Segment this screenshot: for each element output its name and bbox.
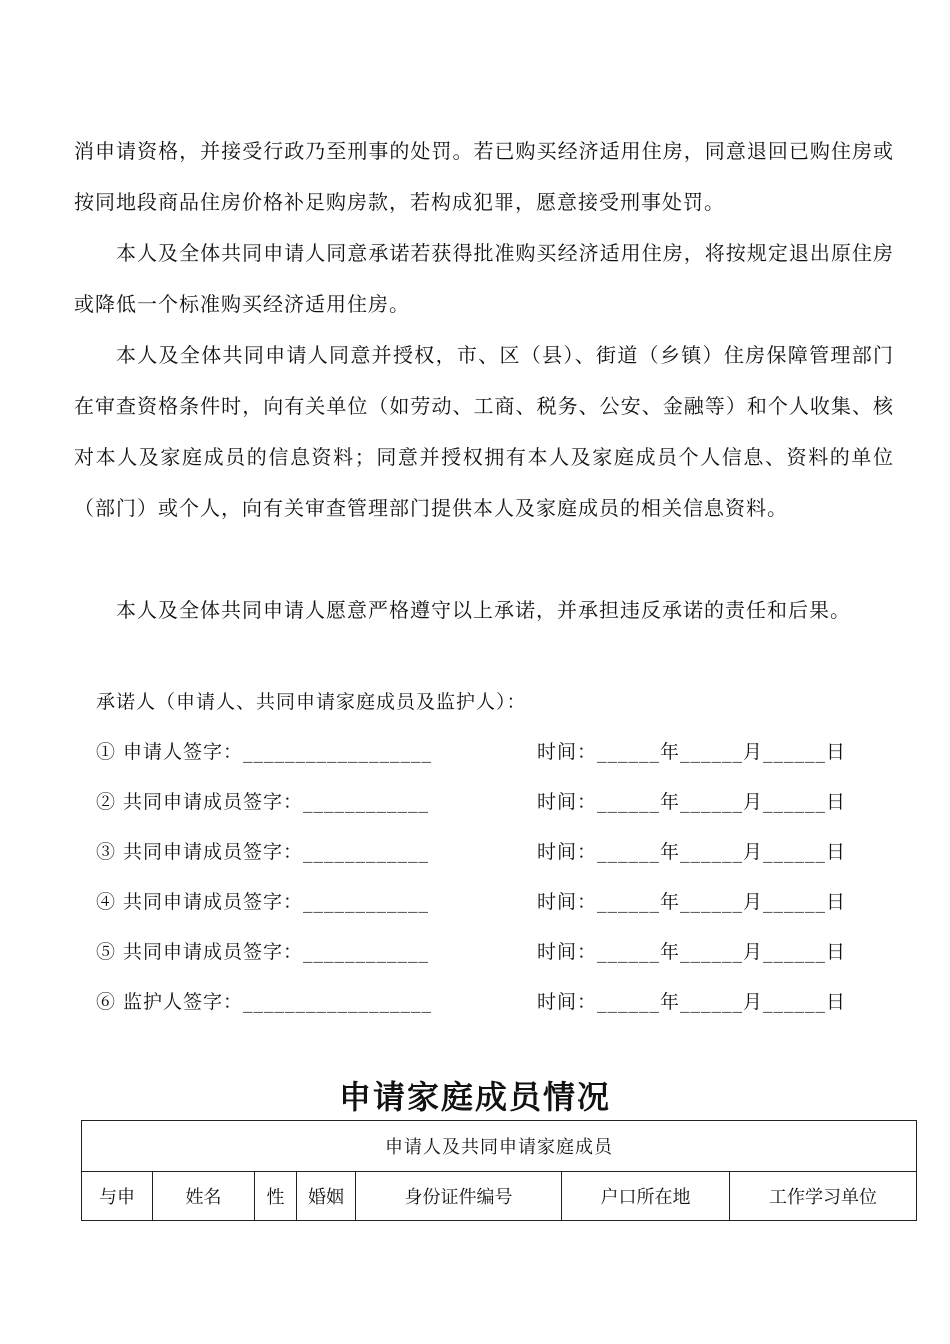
header-household-registration: 户口所在地	[562, 1172, 730, 1221]
section-title: 申请家庭成员情况	[338, 1078, 611, 1116]
signature-blank[interactable]: __________________	[243, 741, 433, 763]
signature-label: ④ 共同申请成员签字：	[96, 891, 304, 913]
header-work-unit: 工作学习单位	[730, 1172, 917, 1221]
date-line[interactable]: 时间：______年______月______日	[537, 741, 847, 763]
header-relation: 与申	[82, 1172, 153, 1221]
signature-label: ⑤ 共同申请成员签字：	[96, 941, 304, 963]
date-line[interactable]: 时间：______年______月______日	[537, 791, 847, 813]
paragraph-continued: 消申请资格，并接受行政乃至刑事的处罚。若已购买经济适用住房，同意退回已购住房或按同地段商品住房价格补足购房款，若构成犯罪，愿意接受刑事处罚。	[74, 139, 894, 214]
header-id-number: 身份证件编号	[356, 1172, 562, 1221]
signature-blank[interactable]: ____________	[303, 791, 430, 813]
header-marital: 婚姻	[297, 1172, 356, 1221]
signature-blank[interactable]: __________________	[243, 991, 433, 1013]
paragraph-compliance: 本人及全体共同申请人愿意严格遵守以上承诺，并承担违反承诺的责任和后果。	[116, 598, 851, 622]
signature-label: ⑥ 监护人签字：	[96, 991, 244, 1013]
signature-blank[interactable]: ____________	[303, 941, 430, 963]
date-line[interactable]: 时间：______年______月______日	[537, 941, 847, 963]
paragraph-pledge-exit: 本人及全体共同申请人同意承诺若获得批准购买经济适用住房，将按规定退出原住房或降低一个标准购买经济适用住房。	[74, 241, 894, 316]
family-members-table	[81, 1120, 917, 1221]
header-name: 姓名	[153, 1172, 255, 1221]
date-line[interactable]: 时间：______年______月______日	[537, 891, 847, 913]
table-header-row	[82, 1172, 917, 1221]
signature-label: ① 申请人签字：	[96, 741, 244, 763]
header-gender: 性	[255, 1172, 297, 1221]
date-line[interactable]: 时间：______年______月______日	[537, 991, 847, 1013]
signature-blank[interactable]: ____________	[303, 841, 430, 863]
date-line[interactable]: 时间：______年______月______日	[537, 841, 847, 863]
signature-blank[interactable]: ____________	[303, 891, 430, 913]
signature-label: ③ 共同申请成员签字：	[96, 841, 304, 863]
pledger-label: 承诺人（申请人、共同申请家庭成员及监护人）：	[96, 691, 527, 713]
table-caption: 申请人及共同申请家庭成员	[82, 1121, 917, 1172]
paragraph-authorization: 本人及全体共同申请人同意并授权，市、区（县）、街道（乡镇）住房保障管理部门在审查资格条件时，向有关单位（如劳动、工商、税务、公安、金融等）和个人收集、核对本人及家庭成员的信息资料；同意并授权拥有本人及家庭成员个人信息、资料的单位（部门）或个人，向有关审查管理部门提供本人及家庭成员的相关信息资料。	[74, 343, 894, 520]
signature-label: ② 共同申请成员签字：	[96, 791, 304, 813]
